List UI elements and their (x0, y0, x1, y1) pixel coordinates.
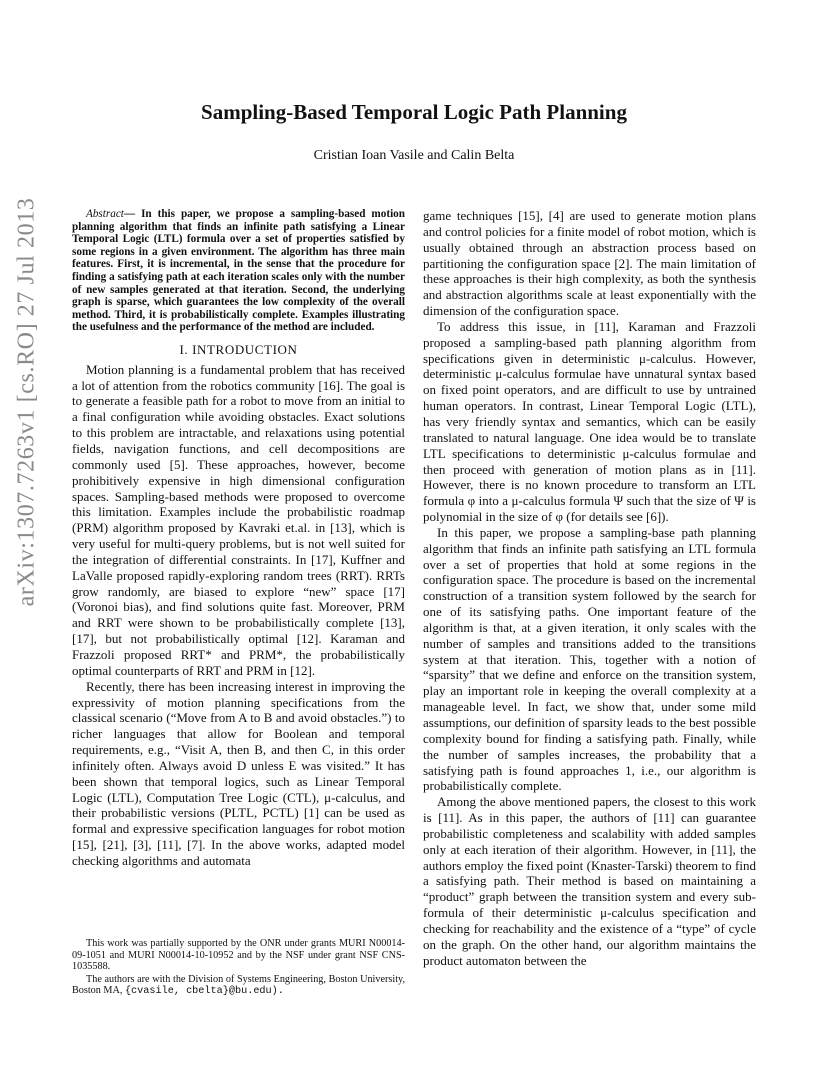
footnotes (72, 938, 405, 999)
paragraph: game techniques [15], [4] are used to generate motion plans and control policies for a finite model of robot motion, which is usually obtained through an abstraction process based on partitioning the configuration space [2]. The main limitation of these approaches is their high complexity, as both the synthesis and abstraction algorithms scale at least exponentially with the dimension of the configuration space. (423, 208, 756, 319)
paragraph: In this paper, we propose a sampling-base path planning algorithm that finds an infinite path satisfying an LTL formula over a set of properties that hold at some regions in the configuration space. The procedure is based on the incremental construction of a transition system followed by the search for one of its satisfying paths. One important feature of the algorithm is that, at a given iteration, it only scales with the number of samples and transitions added to the transitions system at that iteration. This, together with a notion of “sparsity” that we define and enforce on the transition system, play an important role in keeping the overall complexity at a manageable level. In fact, we show that, under some mild assumptions, our definition of sparsity leads to the best possible complexity bound for finding a satisfying path. Finally, while the number of samples increases, the probability that a satisfying path is found approaches 1, i.e., our algorithm is probabilistically complete. (423, 524, 756, 794)
arxiv-stamp-text: arXiv:1307.7263v1 [cs.RO] 27 Jul 2013 (13, 197, 40, 607)
paragraph: Motion planning is a fundamental problem that has received a lot of attention from the robotics community [16]. The goal is to generate a feasible path for a robot to move from an initial to a final configuration while avoiding obstacles. Exact solutions to this problem are intractable, and relaxations using potential fields, navigation functions, and cell decompositions are commonly used [5]. These approaches, however, become prohibitively expensive in high dimensional configuration spaces. Sampling-based methods were proposed to overcome this limitation. Examples include the probabilistic roadmap (PRM) algorithm proposed by Kavraki et.al. in [13], which is very useful for multi-query problems, but is not well suited for the integration of differential constraints. In [17], Kuffner and LaValle proposed rapidly-exploring random trees (RRT). RRTs grow randomly, are biased to explore “new” space [17] (Voronoi bias), and find solutions quite fast. Moreover, PRM and RRT were shown to be probabilistically complete [13], [17], but not probabilistically optimal [12]. Karaman and Frazzoli proposed RRT* and PRM*, the probabilistically optimal counterparts of RRT and PRM in [12]. (72, 361, 405, 678)
abstract-lead: Abstract (86, 208, 124, 220)
abstract (72, 208, 405, 334)
right-column (423, 208, 756, 969)
footnote-email: {cvasile, cbelta}@bu.edu). (124, 986, 284, 998)
paragraph: Recently, there has been increasing interest in improving the expressivity of motion planning specifications from the classical scenario (“Move from A to B and avoid obstacles.”) to richer languages that allow for Boolean and temporal requirements, e.g., “Visit A, then B, and then C, in this order infinitely often. Always avoid D unless E was visited.” It has been shown that temporal logics, such as Linear Temporal Logic (LTL), Computation Tree Logic (CTL), μ-calculus, and their probabilistic versions (PLTL, PCTL) [1] can be used as formal and expressive specification languages for robot motion [15], [21], [3], [11], [7]. In the above works, adapted model checking algorithms and automata (72, 678, 405, 868)
paragraph: Among the above mentioned papers, the closest to this work is [11]. As in this paper, the authors of [11] can guarantee probabilistic completeness and scalability with added samples only at each iteration of their algorithm. However, in [11], the authors employ the fixed point (Knaster-Tarski) theorem to find a satisfying path. Their method is based on maintaining a “product” graph between the transition system and every sub-formula of their deterministic μ-calculus specification and checking for reachability and the existence of a “type” of cycle on the graph. On the other hand, our algorithm maintains the product automaton between the (423, 794, 756, 968)
footnote-funding: This work was partially supported by the ONR under grants MURI N00014-09-1051 and MURI N00014-10-10952 and by the NSF under grant NSF CNS-1035588. (72, 938, 405, 973)
left-column (72, 208, 405, 869)
abstract-text: — In this paper, we propose a sampling-based motion planning algorithm that finds an infinite path satisfying a Linear Temporal Logic (LTL) formula over a set of properties satisfied by some regions in a given environment. The algorithm has three main features. First, it is incremental, in the sense that the procedure for finding a satisfying path at each iteration scales only with the number of new samples generated at that iteration. Second, the underlying graph is sparse, which guarantees the low complexity of the overall method. Third, it is probabilistically complete. Examples illustrating the usefulness and the performance of the method are included. (72, 208, 405, 334)
paper-title: Sampling-Based Temporal Logic Path Planning (201, 100, 627, 124)
arxiv-stamp (0, 52, 55, 752)
section-heading-introduction: I. INTRODUCTION (179, 341, 298, 357)
footnote-affiliation-text: The authors are with the Division of Systems Engineering, Boston University, Boston MA, (72, 973, 405, 997)
paragraph: To address this issue, in [11], Karaman and Frazzoli proposed a sampling-based path planning algorithm from specifications given in deterministic μ-calculus. However, deterministic μ-calculus formulae have unnatural syntax based on fixed point operators, and are difficult to use by untrained human operators. In contrast, Linear Temporal Logic (LTL), has very friendly syntax and semantics, which can be easily translated to natural language. One idea would be to translate LTL specifications to deterministic μ-calculus formulae and then proceed with generation of motion plans as in [11]. However, there is no known procedure to transform an LTL formula φ into a μ-calculus formula Ψ such that the size of Ψ is polynomial in the size of φ (for details see [6]). (423, 318, 756, 525)
footnote-affiliation (72, 974, 405, 998)
paper-authors: Cristian Ioan Vasile and Calin Belta (313, 148, 515, 163)
